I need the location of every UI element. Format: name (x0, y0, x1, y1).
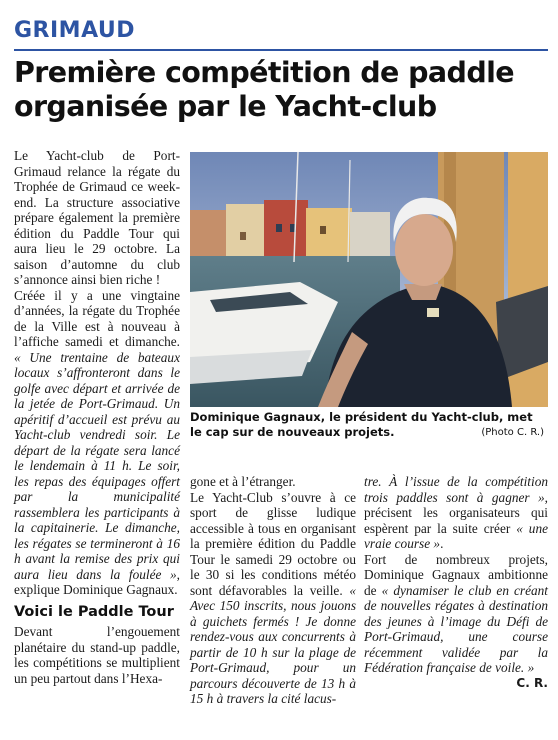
article-column-2 (190, 474, 356, 707)
paragraph-text: , précisent les organisateurs qui espèrent par la suite créer (364, 489, 548, 536)
paragraph: Le Yacht-club de Port-Grimaud relance la régate du Trophée de Grimaud ce week-end. La structure associative prépare également la première édition du Paddle Tour qui aura lieu le 29 octobre. La saison d’automne du club s’annonce ainsi bien riche ! (14, 148, 180, 287)
quote: tre. À l’issue de la compétition trois paddles sont à gagner » (364, 474, 548, 505)
caption-text: Dominique Gagnaux, le président du Yacht-club, met le cap sur de nouveaux projets. (190, 410, 533, 439)
paragraph (190, 490, 356, 707)
paragraph (14, 288, 180, 598)
article-column-1 (14, 148, 180, 686)
article-column-3 (364, 474, 548, 691)
quote: « Une trentaine de bateaux locaux s’affronteront dans le golfe avec départ et arrivée de la jetée de Port-Grimaud. Un apéritif d’accueil est prévu au Yacht-club vendredi soir. Le départ de la régate sera lancé le lendemain à 11 h. Le soir, les repas des équipages offert par la municipalité rassemblera les participants à la capitainerie. Le dimanche, les régates se termineront à 16 h avant la remise des prix qui aura lieu dans la foulée » (14, 349, 180, 582)
quote: « une vraie course » (364, 520, 548, 551)
section-label: GRIMAUD (14, 18, 136, 43)
author-signature: C. R. (516, 675, 548, 690)
paragraph (364, 474, 548, 552)
article-photo (190, 152, 548, 407)
quote: « Avec 150 inscrits, nous jouons à guichets fermés ! Je donne rendez-vous aux concurrents à partir de 10 h sur la plage de Port-Grimaud, pour un parcours découverte de 13 h à 15 h à travers la cité lacus- (190, 582, 356, 706)
photo-credit: (Photo C. R.) (481, 427, 544, 438)
quote: « dynamiser le club en créant de nouvelles régates à destination des jeunes à l’image du Défi de Port-Grimaud, une course récemment validée par la Fédération française de voile. » (364, 582, 548, 675)
paragraph-text: , explique Dominique Gagnaux. (14, 566, 180, 597)
subheading: Voici le Paddle Tour (14, 603, 174, 620)
paragraph-text: . (440, 536, 444, 551)
headline: Première compétition de paddle organisée par le Yacht-club (14, 56, 515, 123)
paragraph: Devant l’engouement planétaire du stand-up paddle, les compétitions se multiplient un peu partout dans l’Hexa- (14, 624, 180, 686)
paragraph-text: Créée il y a une vingtaine d’années, la régate du Trophée de la Ville est à nouveau à l’affiche samedi et dimanche. (14, 287, 180, 349)
paragraph (364, 552, 548, 676)
paragraph: gone et à l’étranger. (190, 474, 296, 489)
paragraph-text: Le Yacht-Club s’ouvre à ce sport de glisse ludique accessible à tous en organisant la première édition du Paddle Tour le samedi 29 octobre ou le 30 si les conditions météo sont défavorables la veille. (190, 489, 356, 598)
paragraph-text: Fort de nombreux projets, Dominique Gagnaux ambitionne de (364, 551, 548, 598)
harbor-portrait-photo (190, 152, 548, 407)
photo-caption (190, 410, 546, 440)
section-rule (14, 49, 548, 51)
